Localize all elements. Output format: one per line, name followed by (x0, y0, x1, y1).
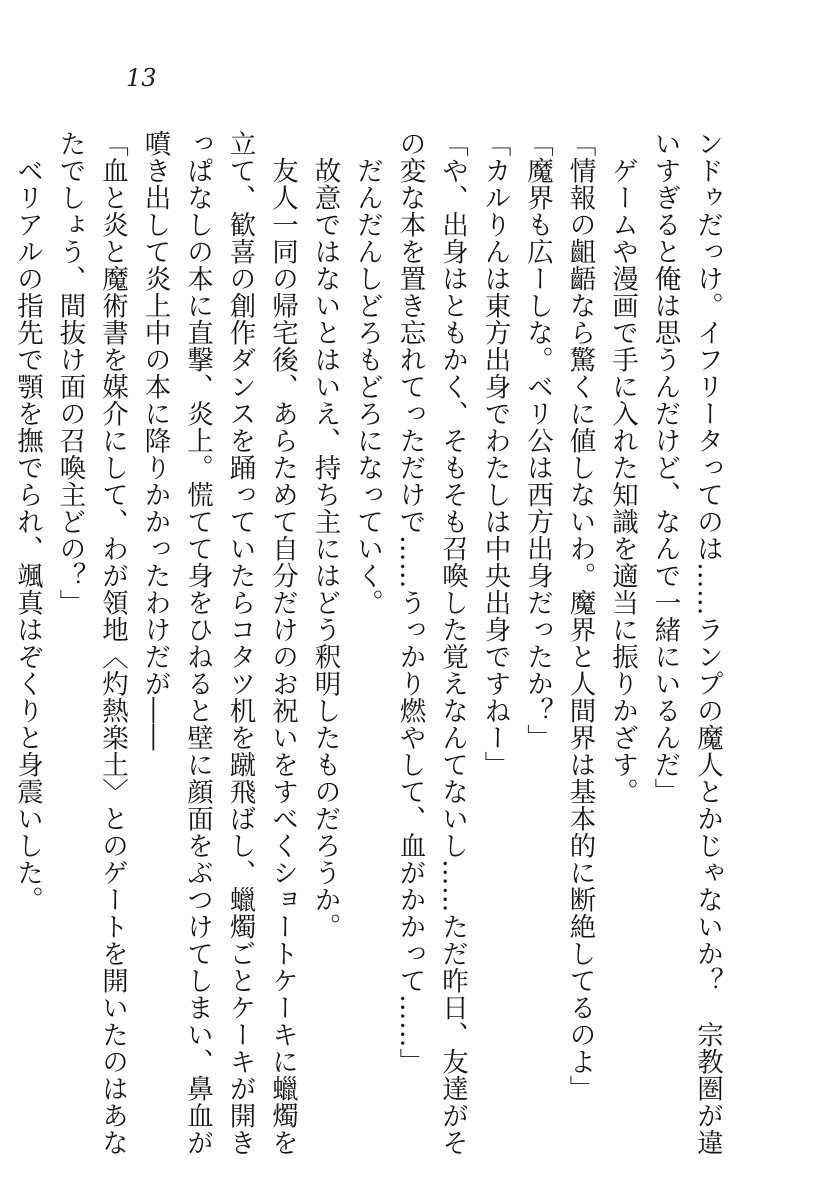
text-line: だんだんしどろもどろになっていく。 (352, 130, 383, 616)
text-line: 「血と炎と魔術書を媒介にして、わが領地〈灼熱楽土〉とのゲートを開いたのはあな (97, 130, 128, 1156)
text-line: いすぎると俺は思うんだけど、なんで一緒にいるんだ」 (649, 130, 681, 805)
text-line: ベリアルの指先で顎を撫でられ、颯真はぞくりと身震いした。 (12, 130, 43, 913)
body-text (12, 130, 728, 1156)
text-line: ンドゥだっけ。イフリータってのは……ランプの魔人とかじゃないか？ 宗教圏が違 (692, 130, 723, 1156)
text-line: 立て、歓喜の創作ダンスを踊っていたらコタツ机を蹴飛ばし、蠟燭ごとケーキが開き (224, 130, 256, 1156)
text-line: 友人一同の帰宅後、あらためて自分だけのお祝いをすべくショートケーキに蠟燭を (267, 130, 298, 1156)
text-line: 「情報の齟齬なら驚くに値しないわ。魔界と人間界は基本的に断絶してるのよ」 (564, 130, 596, 1102)
text-line: 「魔界も広ーしな。ベリ公は西方出身だったか？」 (522, 130, 553, 751)
text-line: たでしょう、間抜け面の召喚主どの？」 (54, 130, 86, 616)
text-line: 故意ではないとはいえ、持ち主にはどう釈明したものだろうか。 (309, 130, 341, 940)
text-line: ゲームや漫画で手に入れた知識を適当に振りかざす。 (607, 130, 638, 805)
page-number: 13 (126, 64, 157, 92)
text-line: 噴き出して炎上中の本に降りかかったわけだが―― (139, 130, 171, 751)
text-line: っぱなしの本に直撃、炎上。慌てて身をひねると壁に顔面をぶつけてしまい、鼻血が (182, 130, 213, 1156)
text-line: 「カルりんは東方出身でわたしは中央出身ですねー」 (479, 130, 511, 778)
text-line: の変な本を置き忘れてっただけで……うっかり燃やして、血がかかって……」 (394, 130, 426, 1075)
text-line: 「や、出身はともかく、そもそも召喚した覚えなんてないし……ただ昨日、友達がそ (437, 130, 468, 1156)
